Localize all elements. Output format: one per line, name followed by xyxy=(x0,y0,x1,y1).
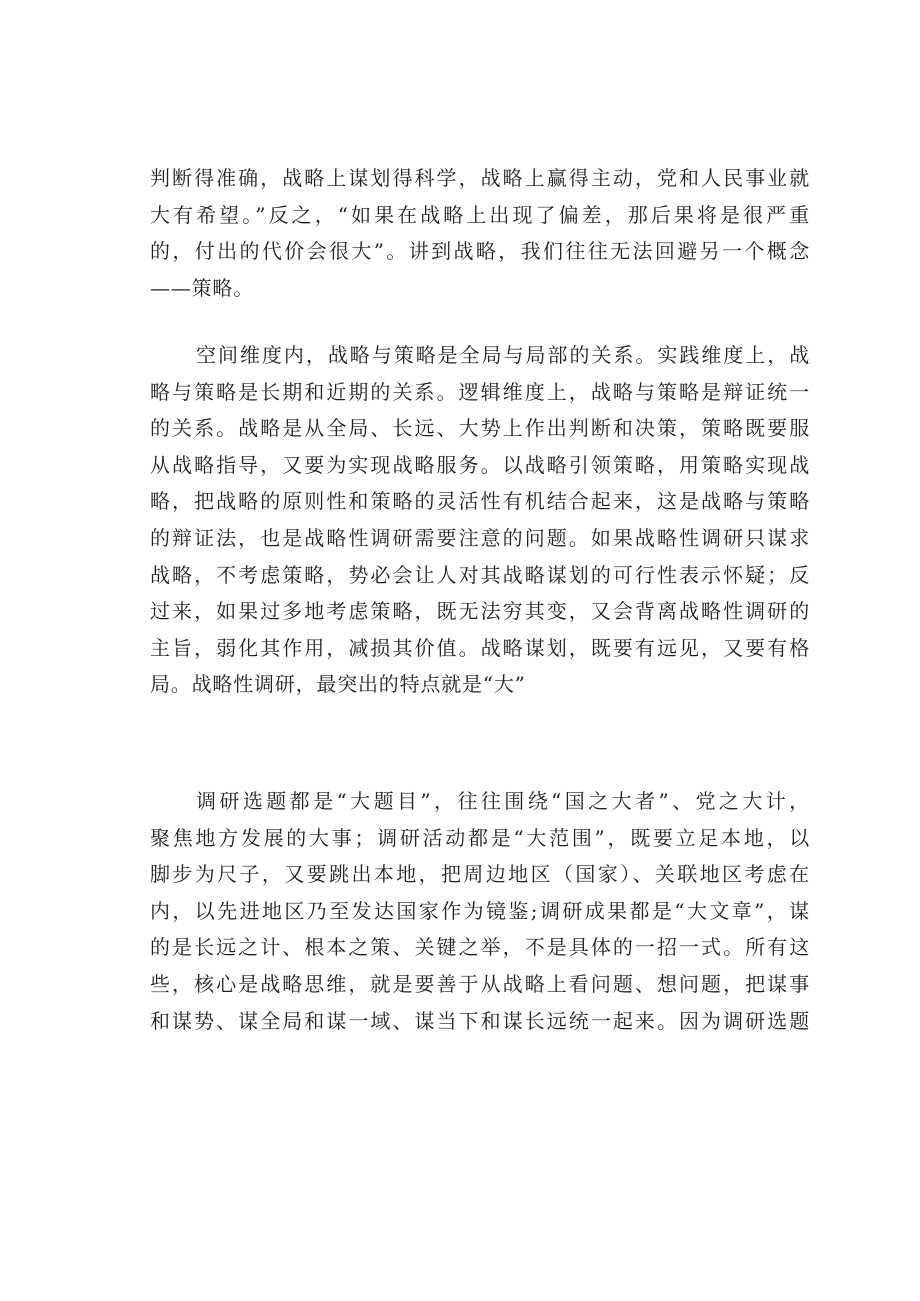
paragraph-research-scope xyxy=(150,783,810,1039)
text-line: 些，核心是战略思维，就是要善于从战略上看问题、想问题，把谋事 xyxy=(150,971,810,996)
text-line: 局。战略性调研，最突出的特点就是“大” xyxy=(150,672,526,697)
text-line: 的辩证法，也是战略性调研需要注意的问题。如果战略性调研只谋求 xyxy=(150,525,810,550)
text-line: 空间维度内，战略与策略是全局与局部的关系。实践维度上，战 xyxy=(196,343,810,367)
text-line: 略，把战略的原则性和策略的灵活性有机结合起来，这是战略与策略 xyxy=(150,489,810,514)
text-line: 调研选题都是“大题目”，往往围绕“国之大者”、党之大计， xyxy=(196,789,810,813)
text-line: 大有希望。”反之，“如果在战略上出现了偏差，那后果将是很严重 xyxy=(150,202,810,227)
paragraph-strategy-and-tactics xyxy=(150,337,810,703)
text-line: 内，以先进地区乃至发达国家作为镜鉴;调研成果都是“大文章”，谋 xyxy=(150,898,810,923)
text-line: 略与策略是长期和近期的关系。逻辑维度上，战略与策略是辩证统一 xyxy=(150,379,810,404)
text-line: 的，付出的代价会很大”。讲到战略，我们往往无法回避另一个概念 xyxy=(150,239,810,264)
text-line: 脚步为尺子，又要跳出本地，把周边地区（国家）、关联地区考虑在 xyxy=(150,862,810,887)
text-line: 的是长远之计、根本之策、关键之举，不是具体的一招一式。所有这 xyxy=(150,935,810,960)
text-line: 的关系。战略是从全局、长远、大势上作出判断和决策，策略既要服 xyxy=(150,416,810,441)
text-line: 和谋势、谋全局和谋一域、谋当下和谋长远统一起来。因为调研选题 xyxy=(150,1008,810,1033)
paragraph-strategy-importance xyxy=(150,160,810,306)
text-line: 战略，不考虑策略，势必会让人对其战略谋划的可行性表示怀疑；反 xyxy=(150,562,810,587)
text-line: 主旨，弱化其作用，减损其价值。战略谋划，既要有远见，又要有格 xyxy=(150,635,810,660)
text-line: 判断得准确，战略上谋划得科学，战略上赢得主动，党和人民事业就 xyxy=(150,166,810,190)
text-line: 过来，如果过多地考虑策略，既无法穷其变，又会背离战略性调研的 xyxy=(150,599,810,624)
text-line: 从战略指导，又要为实现战略服务。以战略引领策略，用策略实现战 xyxy=(150,452,810,477)
text-line: 聚焦地方发展的大事；调研活动都是“大范围”，既要立足本地，以 xyxy=(150,825,810,850)
text-line: ——策略。 xyxy=(150,275,254,300)
